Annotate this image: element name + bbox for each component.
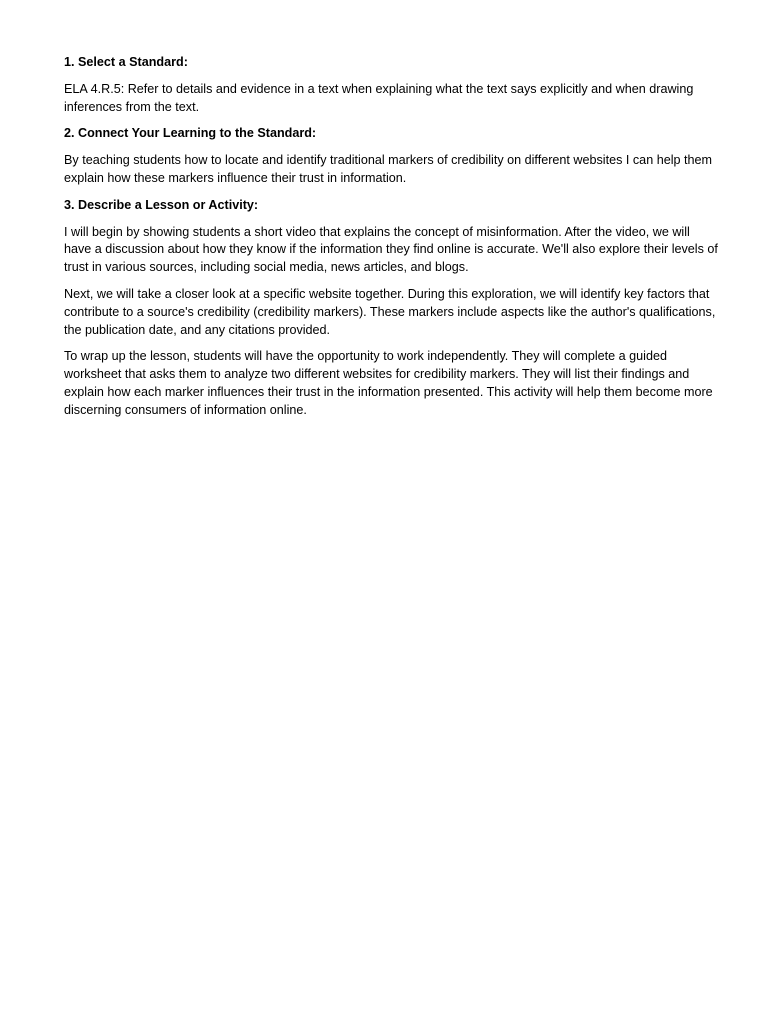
section-heading-connect-learning: 2. Connect Your Learning to the Standard:: [64, 126, 317, 141]
lesson-paragraph-wrap-up: To wrap up the lesson, students will have the opportunity to work independently. They will complete a guided worksheet that asks them to analyze two different websites for credibility markers. They will list their findings and explain how each marker influences their trust in the information presented. This activity will help them become more discerning consumers of information online.: [64, 349, 713, 417]
lesson-paragraph-exploration: Next, we will take a closer look at a specific website together. During this exploration, we will identify key factors that contribute to a source's credibility (credibility markers). These markers include aspects like the author's qualifications, the publication date, and any citations provided.: [64, 286, 716, 337]
section-heading-select-standard: 1. Select a Standard:: [64, 55, 188, 69]
connection-text: By teaching students how to locate and identify traditional markers of credibility on different websites I can help them explain how these markers influence their trust in information.: [64, 153, 712, 185]
standard-text: ELA 4.R.5: Refer to details and evidence in a text when explaining what the text says explicitly and when drawing inferences from the text.: [64, 81, 694, 114]
lesson-paragraph-intro: I will begin by showing students a short video that explains the concept of misinformation. After the video, we will have a discussion about how they know if the information they find online is accurate. We'll also explore their levels of trust in various sources, including social media, news articles, and blogs.: [64, 224, 718, 275]
section-heading-describe-lesson: 3. Describe a Lesson or Activity:: [64, 197, 259, 212]
